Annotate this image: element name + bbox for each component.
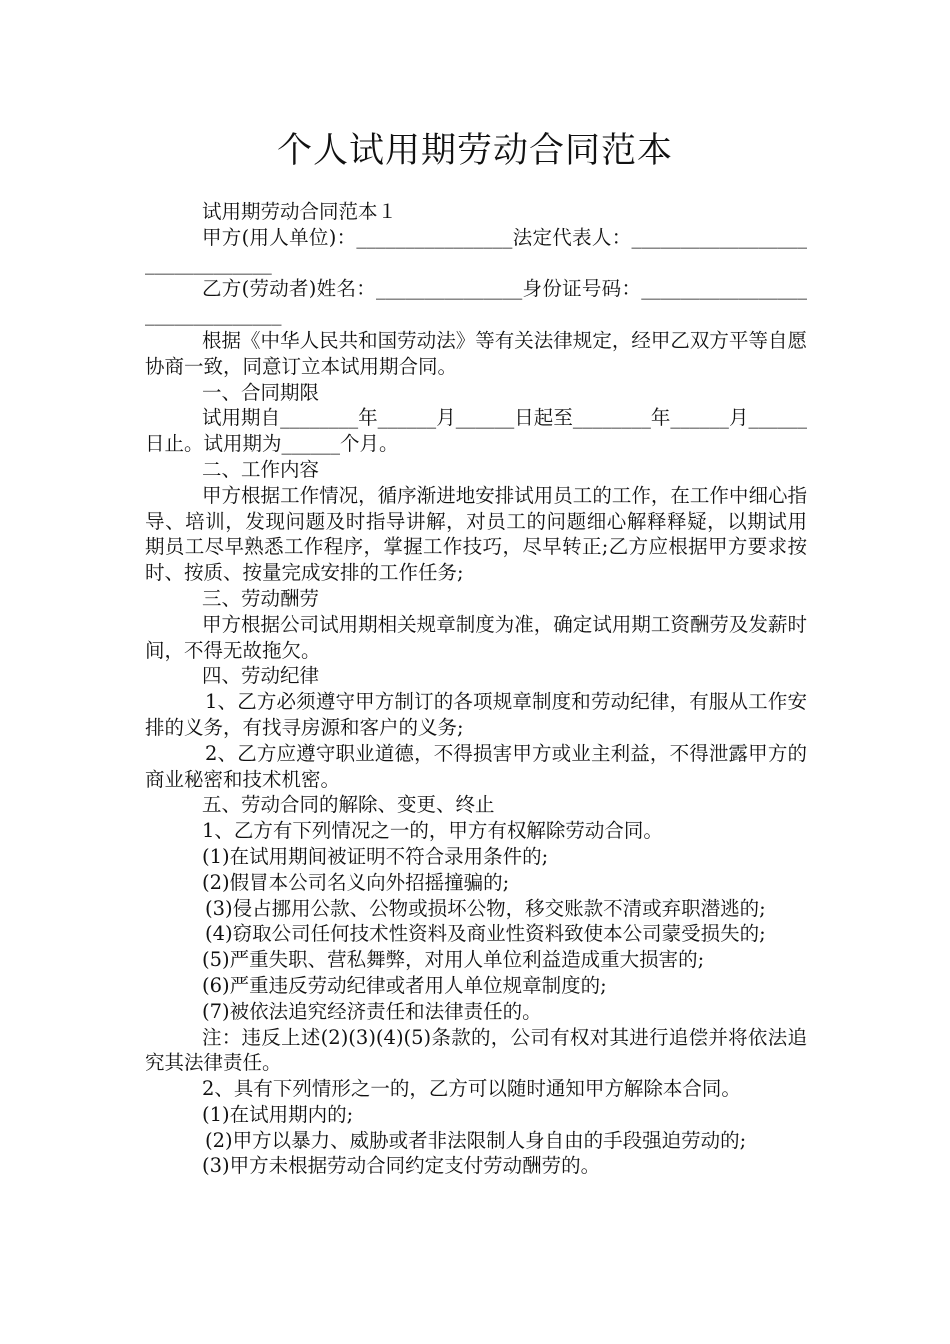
- document-title: 个人试用期劳动合同范本: [276, 131, 673, 171]
- note: 注：违反上述(2)(3)(4)(5)条款的，公司有权对其进行追偿并将依法追究其法律责任。: [145, 1025, 807, 1075]
- section-heading: 五、劳动合同的解除、变更、终止: [202, 793, 495, 817]
- list-item: (3)侵占挪用公款、公物或损坏公物，移交账款不清或弃职潜逃的;: [205, 896, 766, 920]
- clause: 2、乙方应遵守职业道德，不得损害甲方或业主利益，不得泄露甲方的商业秘密和技术机密。: [145, 741, 807, 791]
- section-heading: 一、合同期限: [202, 380, 320, 404]
- clause: 2、具有下列情形之一的，乙方可以随时通知甲方解除本合同。: [202, 1077, 741, 1101]
- clause: 1、乙方有下列情况之一的，甲方有权解除劳动合同。: [202, 819, 663, 843]
- paragraph: 甲方根据工作情况，循序渐进地安排试用员工的工作，在工作中细心指导、培训，发现问题及时指导讲解，对员工的问题细心解释释疑，以期试用期员工尽早熟悉工作程序，掌握工作技巧，尽早转正;乙方应根据甲方要求按时、按质、按量完成安排的工作任务;: [145, 483, 807, 585]
- list-item: (5)严重失职、营私舞弊，对用人单位利益造成重大损害的;: [202, 948, 705, 972]
- party-a-line: 甲方(用人单位)：________________法定代表人：_______________________________: [145, 225, 807, 275]
- list-item: (4)窃取公司任何技术性资料及商业性资料致使本公司蒙受损失的;: [205, 922, 766, 946]
- section-heading: 二、工作内容: [202, 457, 320, 481]
- document-body: [145, 199, 807, 1179]
- section-heading: 四、劳动纪律: [202, 664, 320, 688]
- paragraph: 根据《中华人民共和国劳动法》等有关法律规定，经甲乙双方平等自愿协商一致，同意订立本试用期合同。: [145, 328, 807, 378]
- clause: 1、乙方必须遵守甲方制订的各项规章制度和劳动纪律，有服从工作安排的义务，有找寻房源和客户的义务;: [145, 690, 807, 739]
- list-item: (2)甲方以暴力、威胁或者非法限制人身自由的手段强迫劳动的;: [205, 1128, 747, 1152]
- list-item: (7)被依法追究经济责任和法律责任的。: [202, 999, 542, 1023]
- paragraph: 试用期劳动合同范本１: [202, 200, 398, 223]
- party-b-line: 乙方(劳动者)姓名：_______________身份证号码：_______________________________: [145, 277, 807, 327]
- list-item: (1)在试用期内的;: [202, 1102, 354, 1126]
- list-item: (1)在试用期间被证明不符合录用条件的;: [202, 844, 549, 868]
- list-item: (3)甲方未根据劳动合同约定支付劳动酬劳的。: [202, 1154, 601, 1178]
- paragraph: 试用期自________年______月______日起至________年______月______日止。试用期为______个月。: [145, 406, 807, 456]
- paragraph: 甲方根据公司试用期相关规章制度为准，确定试用期工资酬劳及发薪时间，不得无故拖欠。: [145, 612, 807, 662]
- list-item: (6)严重违反劳动纪律或者用人单位规章制度的;: [202, 973, 607, 997]
- section-heading: 三、劳动酬劳: [202, 586, 320, 610]
- list-item: (2)假冒本公司名义向外招摇撞骗的;: [202, 870, 510, 894]
